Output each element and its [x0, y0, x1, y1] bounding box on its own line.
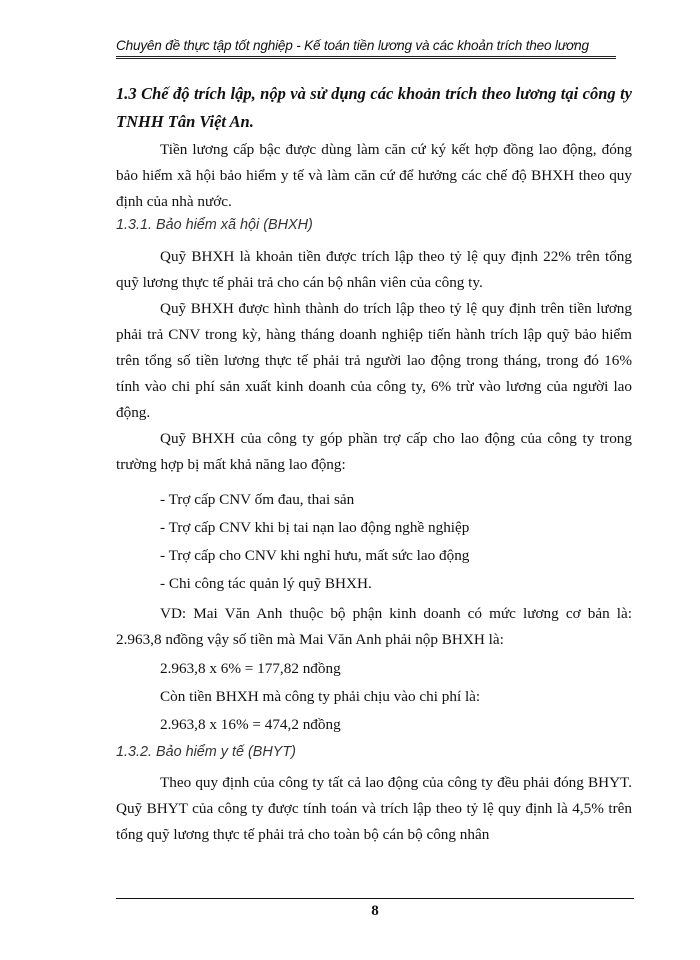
calculation-line-1: 2.963,8 x 6% = 177,82 nđồng — [160, 660, 341, 677]
calculation-line-2: 2.963,8 x 16% = 474,2 nđồng — [160, 716, 341, 733]
bhxh-paragraph-3: Quỹ BHXH của công ty góp phần trợ cấp cho lao động của công ty trong trường hợp bị mất khả năng lao động: — [116, 430, 632, 473]
bhxh-paragraph-2: Quỹ BHXH được hình thành do trích lập theo tỷ lệ quy định trên tiền lương phải trả CNV trong kỳ, hàng tháng doanh nghiệp tiến hành trích lập quỹ bảo hiểm trên tổng số tiền lương thực tế phải trả người lao động trong tháng, trong đó 16% tính vào chi phí sản xuất kinh doanh của công ty, 6% trừ vào lương của người lao động. — [116, 300, 632, 421]
bullet-item: - Chi công tác quản lý quỹ BHXH. — [160, 575, 372, 592]
intro-paragraph: Tiền lương cấp bậc được dùng làm căn cứ ký kết hợp đồng lao động, đóng bảo hiểm xã hội bảo hiểm y tế và làm căn cứ để hưởng các chế độ BHXH theo quy định của nhà nước. — [116, 141, 632, 210]
section-title: 1.3 Chế độ trích lập, nộp và sử dụng các khoản trích theo lương tại công ty TNHH Tân Việt An. — [116, 84, 632, 131]
bullet-item: - Trợ cấp CNV ốm đau, thai sản — [160, 491, 355, 508]
bhyt-paragraph-1: Theo quy định của công ty tất cả lao động của công ty đều phải đóng BHYT. Quỹ BHYT của công ty được tính toán và trích lập theo tỷ lệ quy định là 4,5% trên tổng quỹ lương thực tế phải trả cho toàn bộ cán bộ công nhân — [116, 774, 632, 843]
subsection-heading-bhxh: 1.3.1. Bảo hiểm xã hội (BHXH) — [116, 217, 313, 233]
remaining-cost-line: Còn tiền BHXH mà công ty phải chịu vào chi phí là: — [160, 688, 481, 705]
bullet-item: - Trợ cấp CNV khi bị tai nạn lao động nghề nghiệp — [160, 519, 470, 536]
footer-divider — [116, 898, 634, 899]
example-paragraph: VD: Mai Văn Anh thuộc bộ phận kinh doanh có mức lương cơ bản là: 2.963,8 nđồng vậy số tiền mà Mai Văn Anh phải nộp BHXH là: — [116, 605, 632, 648]
subsection-heading-bhyt: 1.3.2. Bảo hiểm y tế (BHYT) — [116, 744, 296, 760]
running-header: Chuyên đề thực tập tốt nghiệp - Kế toán tiền lương và các khoản trích theo lương — [116, 38, 616, 59]
page-number: 8 — [371, 903, 379, 919]
bhxh-paragraph-1: Quỹ BHXH là khoản tiền được trích lập theo tỷ lệ quy định 22% trên tổng quỹ lương thực tế phải trả cho cán bộ nhân viên của công ty. — [116, 248, 632, 291]
bullet-item: - Trợ cấp cho CNV khi nghỉ hưu, mất sức lao động — [160, 547, 470, 564]
